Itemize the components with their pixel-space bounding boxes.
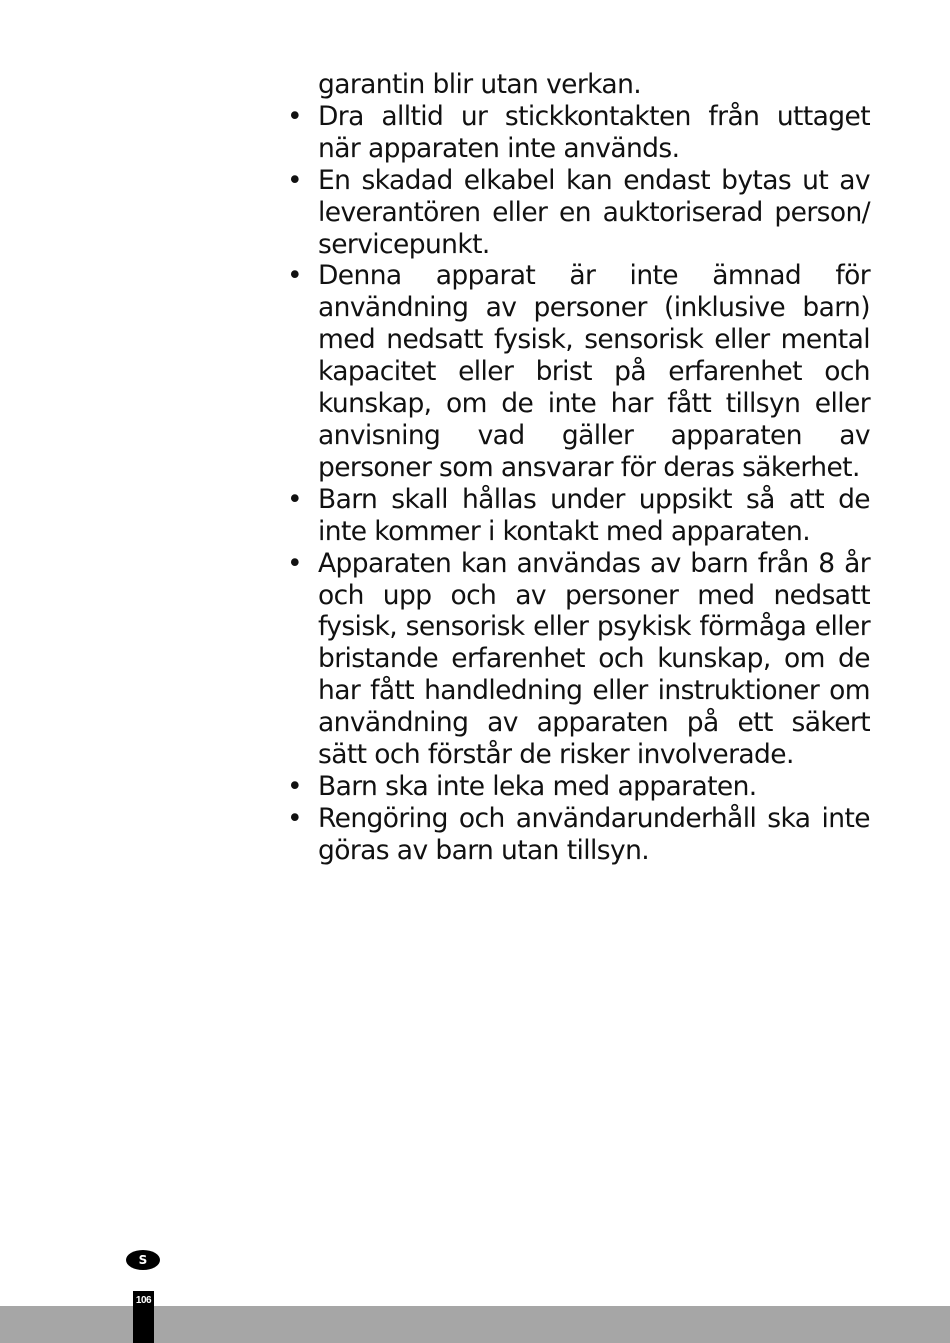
safety-bullet-list [287,100,870,867]
bullet-item [287,547,870,771]
bullet-icon: • [287,260,303,292]
bullet-item [287,100,870,165]
document-body [287,69,870,867]
bullet-icon: • [287,547,303,579]
continuation-text: garantin blir utan verkan. [318,69,642,100]
bullet-text: Barn skall hållas under uppsikt så att de inte kommer i kontakt med apparaten. [318,483,870,547]
bullet-text: Dra alltid ur stickkontakten från uttaget när apparaten inte används. [318,100,870,164]
page-number: 106 [133,1291,154,1343]
bullet-item [287,802,870,867]
bullet-text: En skadad elkabel kan endast bytas ut av leverantören eller en auktoriserad person/ servicepunkt. [318,164,870,260]
bullet-icon: • [287,802,303,834]
bullet-item [287,483,870,548]
bullet-text: Denna apparat är inte ämnad för användning av personer (inklusive barn) med nedsatt fysisk, sensorisk eller mental kapacitet eller brist på erfarenhet och kunskap, om de inte har fått tillsyn eller anvisning vad gäller apparaten av personer som ansvarar för deras säkerhet. [318,260,870,483]
bullet-item [287,260,870,483]
bullet-text: Apparaten kan användas av barn från 8 år och upp och av personer med nedsatt fysisk, sensorisk eller psykisk förmåga eller bristande erfarenhet och kunskap, om de har fått handledning eller instruktioner om användning av apparaten på ett säkert sätt och förstår de risker involverade. [318,547,870,771]
bullet-icon: • [287,770,303,802]
bullet-item [287,770,870,803]
bullet-icon: • [287,483,303,515]
bullet-item [287,164,870,261]
bullet-icon: • [287,100,303,132]
bullet-text: Barn ska inte leka med apparaten. [318,770,757,802]
bullet-text: Rengöring och användarunderhåll ska inte göras av barn utan tillsyn. [318,802,870,866]
bullet-icon: • [287,164,303,196]
language-badge: S [126,1250,160,1270]
